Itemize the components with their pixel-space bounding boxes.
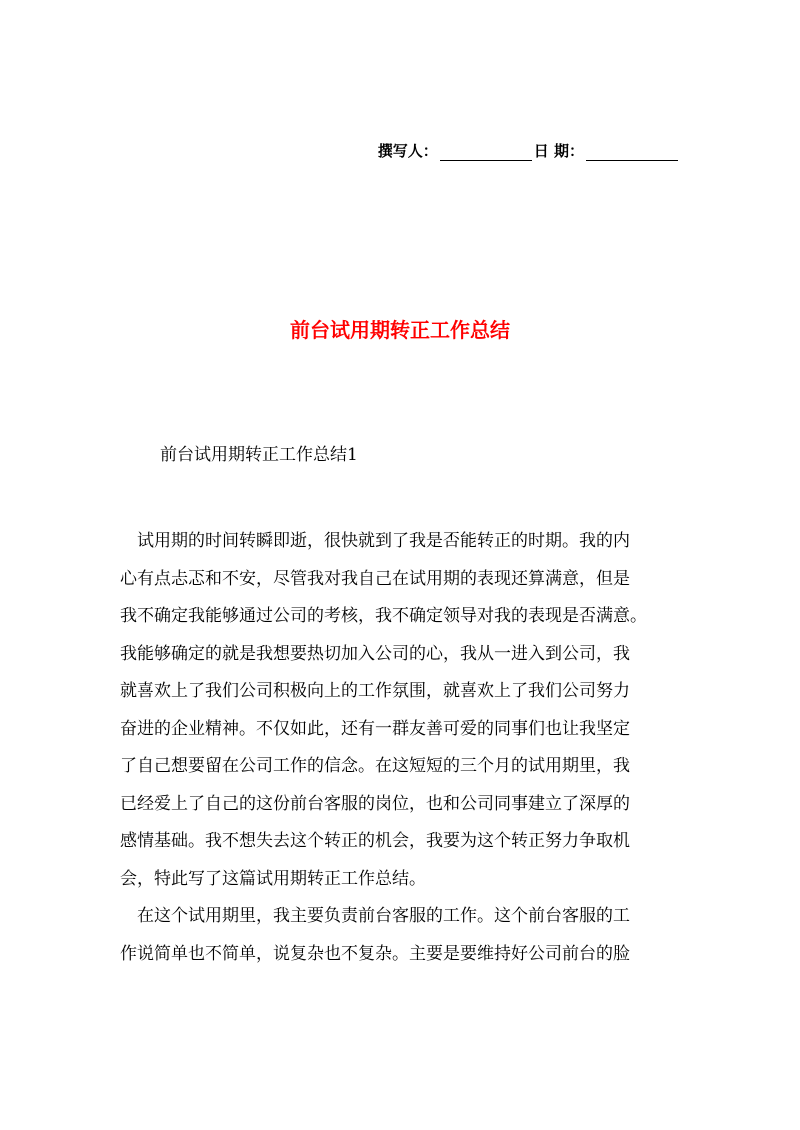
body-line: 会，特此写了这篇试用期转正工作总结。: [120, 868, 426, 889]
body-line: 我不确定我能够通过公司的考核，我不确定领导对我的表现是否满意。: [120, 606, 647, 626]
body-line: 作说简单也不简单，说复杂也不复杂。主要是要维持好公司前台的脸: [120, 943, 630, 964]
body-line: 在这个试用期里，我主要负责前台客服的工作。这个前台客服的工: [120, 906, 630, 926]
body-line: 就喜欢上了我们公司积极向上的工作氛围，就喜欢上了我们公司努力: [120, 681, 630, 701]
date-blank: [586, 144, 678, 161]
document-title: 前台试用期转正工作总结: [290, 318, 510, 342]
author-date-line: [378, 140, 680, 161]
author-label: 撰写人：: [377, 142, 438, 160]
body-line: 奋进的企业精神。不仅如此，还有一群友善可爱的同事们也让我坚定: [120, 718, 630, 739]
body-line: 我能够确定的就是我想要热切加入公司的心，我从一进入到公司，我: [120, 643, 630, 664]
date-label: 日 期：: [533, 142, 584, 160]
body-paragraphs: [120, 523, 690, 973]
body-line: 已经爱上了自己的这份前台客服的岗位，也和公司同事建立了深厚的: [120, 793, 630, 814]
body-line: 感情基础。我不想失去这个转正的机会，我要为这个转正努力争取机: [120, 831, 630, 851]
body-line: 了自己想要留在公司工作的信念。在这短短的三个月的试用期里，我: [120, 756, 630, 776]
section-heading: 前台试用期转正工作总结1: [160, 445, 358, 465]
body-line: 试用期的时间转瞬即逝，很快就到了我是否能转正的时期。我的内: [120, 531, 630, 551]
body-line: 心有点忐忑和不安，尽管我对我自己在试用期的表现还算满意，但是: [120, 568, 630, 589]
author-blank: [440, 144, 532, 161]
